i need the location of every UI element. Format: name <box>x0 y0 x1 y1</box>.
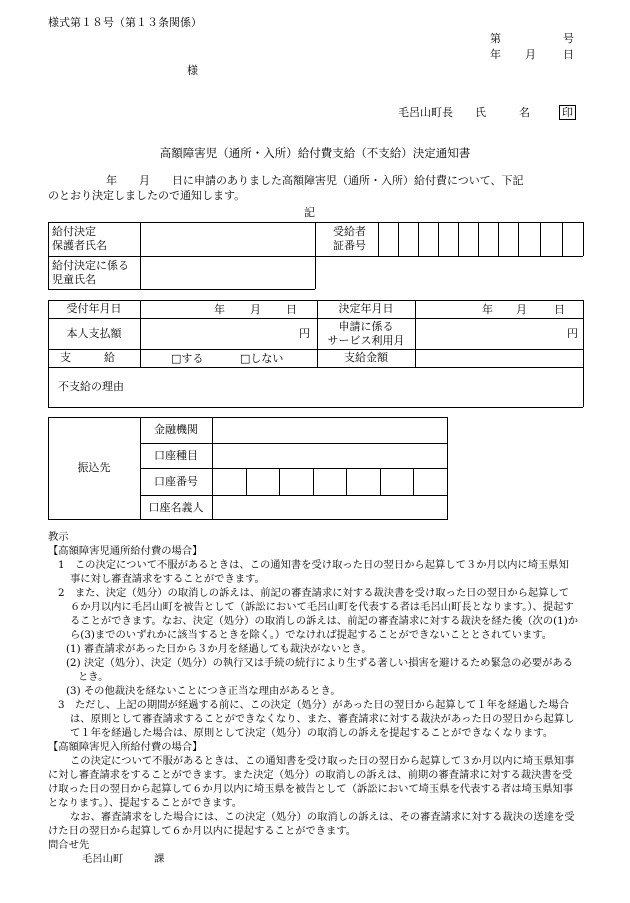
payment-amount-label: 支給金額 <box>344 351 388 365</box>
service-month-yen: 円 <box>567 326 578 340</box>
account-holder-label: 口座名義人 <box>148 500 204 514</box>
decision-date-label: 決定年月日 <box>338 302 394 316</box>
form-number: 様式第１８号（第１３条関係） <box>48 16 202 29</box>
document-title: 高額障害児（通所・入所）給付費支給（不支給）決定通知書 <box>159 146 471 160</box>
contact-heading: 問合せ先 <box>48 839 90 851</box>
decision-day: 日 <box>554 303 565 316</box>
account-number-label: 口座番号 <box>154 474 198 488</box>
addressee-sama: 様 <box>187 64 198 77</box>
payment-option-no[interactable]: □しない <box>240 352 284 365</box>
non-payment-reason-label: 不支給の理由 <box>58 380 124 394</box>
payment-label: 支 給 <box>60 351 115 365</box>
seal-mark <box>559 105 576 120</box>
received-year: 年 <box>214 303 225 316</box>
self-pay-yen: 円 <box>299 326 310 340</box>
notice-sec1-title: 【高額障害児通所給付費の場合】 <box>48 545 203 557</box>
notice-section <box>48 530 578 866</box>
recipient-number-label: 受給者 証番号 <box>333 225 366 252</box>
notice-item-2: 2 また、決定（処分）の取消しの訴えは、前記の審査請求に対する裁決書を受け取った日の翌日から起算して６か月以内に毛呂山町を被告として（訴訟において毛呂山町を代表する者は毛呂山町長となります。）、提起することができます。なお、決定（処分）の取消しの訴えは、前記の審査請求に対する裁決を経た後（次の(1)から(3)までのいずれかに該当するときを除く。）でなければ提起することができないこととされています。 <box>58 587 579 641</box>
doc-no-prefix: 第 <box>490 32 501 45</box>
intro-line-2: のとおり決定しましたので通知します。 <box>48 189 246 202</box>
guardian-name-label: 給付決定 保護者氏名 <box>52 225 107 252</box>
notice-para-2: なお、審査請求をした場合には、この決定（処分）の取消しの訴えは、その審査請求に対する裁決の送達を受けた日の翌日から起算して６か月以内に提起することができます。 <box>48 811 575 837</box>
service-month-label: 申請に係る サービス利用月 <box>327 320 405 347</box>
doc-no-suffix: 号 <box>563 32 574 45</box>
date-day: 日 <box>563 48 574 61</box>
self-pay-label: 本人支払額 <box>66 326 122 340</box>
date-year: 年 <box>490 48 501 61</box>
received-month: 月 <box>250 303 261 316</box>
date-month: 月 <box>525 48 536 61</box>
payment-option-yes[interactable]: □する <box>171 352 204 365</box>
seal-text: 印 <box>559 105 576 120</box>
contact-department: 毛呂山町 課 <box>82 853 165 865</box>
transfer-label: 振込先 <box>77 461 111 475</box>
received-date-label: 受付年月日 <box>66 302 122 316</box>
notice-item-3: 3 ただし、上記の期間が経過する前に、この決定（処分）があった日の翌日から起算して１年を経過した場合は、原則として審査請求することができなくなり、また、審査請求に対する裁決があった日の翌日から起算して１年を経過した場合は、原則として決定（処分）の取消しの訴えを提起することができなくなります。 <box>58 699 575 739</box>
bank-name-label: 金融機関 <box>154 423 198 437</box>
notice-sub-2: (2) 決定（処分）、決定（処分）の執行又は手続の続行により生ずる著しい損害を避けるため緊急の必要があるとき。 <box>66 657 573 683</box>
decision-month: 月 <box>516 303 527 316</box>
issuer-name: 毛呂山町長 氏 名 <box>398 106 530 119</box>
intro-line-1: 年 月 日に申請のありました高額障害児（通所・入所）給付費について、下記 <box>106 174 524 187</box>
notice-sec2-title: 【高額障害児入所給付費の場合】 <box>48 741 203 753</box>
received-day: 日 <box>286 303 297 316</box>
child-name-label: 給付決定に係る 児童氏名 <box>52 258 129 286</box>
notice-sub-1: (1) 審査請求があった日から３か月を経過しても裁決がないとき。 <box>66 643 372 655</box>
notice-heading: 教示 <box>48 531 69 543</box>
decision-year: 年 <box>482 303 493 316</box>
notice-sub-3: (3) その他裁決を経ないことにつき正当な理由があるとき。 <box>66 685 341 697</box>
ki-mark: 記 <box>304 206 315 219</box>
account-type-label: 口座種目 <box>154 448 198 462</box>
notice-item-1: 1 この決定について不服があるときは、この通知書を受け取った日の翌日から起算して３か月以内に埼玉県知事に対し審査請求をすることができます。 <box>58 559 569 585</box>
notice-para-1: この決定について不服があるときは、この通知書を受け取った日の翌日から起算して３か月以内に埼玉県知事に対し審査請求をすることができます。また決定（処分）の取消しの訴えは、前期の審査請求に対する裁決書を受け取った日の翌日から起算して６か月以内に埼玉県を被告として（訴訟において埼玉県を代表する者は埼玉県知事となります。）、提起することができます。 <box>48 755 575 809</box>
